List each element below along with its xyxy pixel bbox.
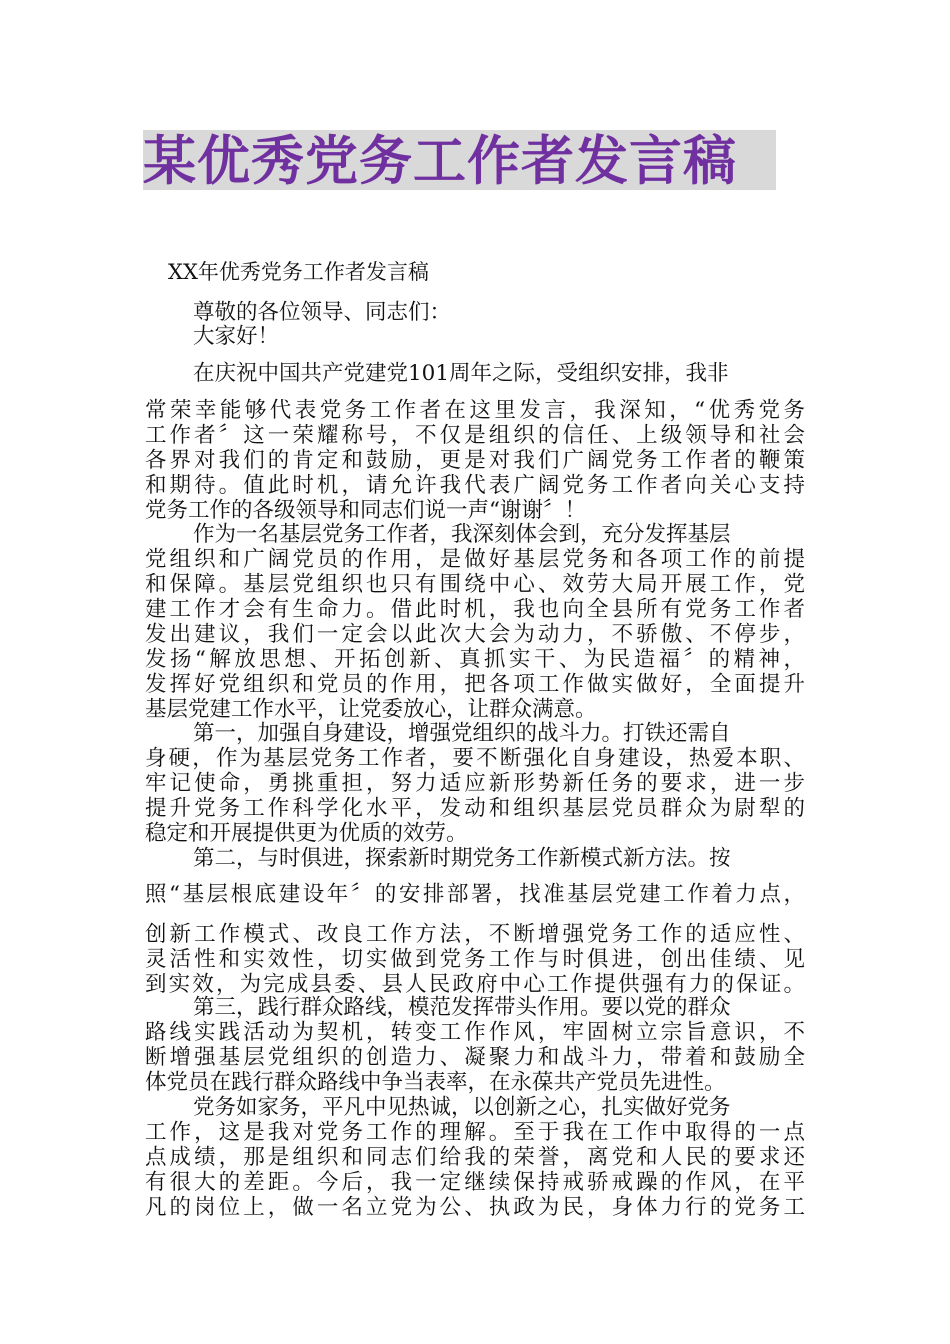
document-subtitle: XX年优秀党务工作者发言稿 [168,260,429,284]
paragraph-line: 牢记使命，勇挑重担，努力适应新形势新任务的要求，进一步 [145,771,805,796]
paragraph-line: 各界对我们的肯定和鼓励，更是对我们广阔党务工作者的鞭策 [145,448,805,473]
paragraph-line: 和保障。基层党组织也只有围绕中心、效劳大局开展工作，党 [145,572,805,597]
paragraph-line: 点成绩，那是组织和同志们给我的荣誉，离党和人民的要求还 [145,1145,805,1170]
paragraph-line: 常荣幸能够代表党务工作者在这里发言，我深知，“优秀党务 [145,398,805,423]
paragraph-line: 身硬，作为基层党务工作者，要不断强化自身建设，热爱本职、 [145,746,805,771]
paragraph-line: 断增强基层党组织的创造力、凝聚力和战斗力，带着和鼓励全 [145,1045,805,1070]
salutation-line: 尊敬的各位领导、同志们： [193,300,452,325]
paragraph-line: 第一，加强自身建设，增强党组织的战斗力。打铁还需自 [193,721,731,746]
paragraph-line: 发扬“解放思想、开拓创新、真抓实干、为民造福〞的精神， [145,647,805,672]
paragraph-line: 在庆祝中国共产党建党101周年之际，受组织安排，我非 [193,361,729,386]
paragraph-line: 基层党建工作水平，让党委放心，让群众满意。 [145,697,597,722]
paragraph-line: 有很大的差距。今后，我一定继续保持戒骄戒躁的作风，在平 [145,1170,805,1195]
paragraph-line: 第二，与时俱进，探索新时期党务工作新模式新方法。按 [193,846,731,871]
paragraph-line: 工作者〞这一荣耀称号，不仅是组织的信任、上级领导和社会 [145,423,805,448]
paragraph-line: 体党员在践行群众路线中争当表率，在永葆共产党员先进性。 [145,1070,726,1095]
greeting-line: 大家好！ [193,324,280,349]
paragraph-line: 灵活性和实效性，切实做到党务工作与时俱进，创出佳绩、见 [145,947,805,972]
paragraph-line: 凡的岗位上，做一名立党为公、执政为民，身体力行的党务工 [145,1195,805,1220]
paragraph-line: 和期待。值此时机，请允许我代表广阔党务工作者向关心支持 [145,473,805,498]
paragraph-line: 提升党务工作科学化水平，发动和组织基层党员群众为尉犁的 [145,796,805,821]
paragraph-line: 工作，这是我对党务工作的理解。至于我在工作中取得的一点 [145,1120,805,1145]
paragraph-line: 稳定和开展提供更为优质的效劳。 [145,821,468,846]
paragraph-line: 路线实践活动为契机，转变工作作风，牢固树立宗旨意识，不 [145,1020,805,1045]
paragraph-line: 照“基层根底建设年〞的安排部署，找准基层党建工作着力点， [145,882,805,907]
paragraph-line: 党组织和广阔党员的作用，是做好基层党务和各项工作的前提 [145,547,805,572]
paragraph-line: 建工作才会有生命力。借此时机，我也向全县所有党务工作者 [145,597,805,622]
paragraph-line: 第三，践行群众路线，模范发挥带头作用。要以党的群众 [193,995,731,1020]
paragraph-line: 作为一名基层党务工作者，我深刻体会到，充分发挥基层 [193,522,731,547]
paragraph-line: 党务如家务，平凡中见热诚，以创新之心，扎实做好党务 [193,1095,731,1120]
paragraph-line: 发出建议，我们一定会以此次大会为动力，不骄傲、不停步， [145,622,805,647]
paragraph-line: 党务工作的各级领导和同志们说一声“谢谢〞！ [145,498,586,523]
title-highlight [143,130,776,190]
page-title: 某优秀党务工作者发言稿 [143,131,737,192]
paragraph-line: 发挥好党组织和党员的作用，把各项工作做实做好，全面提升 [145,672,805,697]
paragraph-line: 到实效，为完成县委、县人民政府中心工作提供强有力的保证。 [145,972,805,997]
paragraph-line: 创新工作模式、改良工作方法，不断增强党务工作的适应性、 [145,922,805,947]
